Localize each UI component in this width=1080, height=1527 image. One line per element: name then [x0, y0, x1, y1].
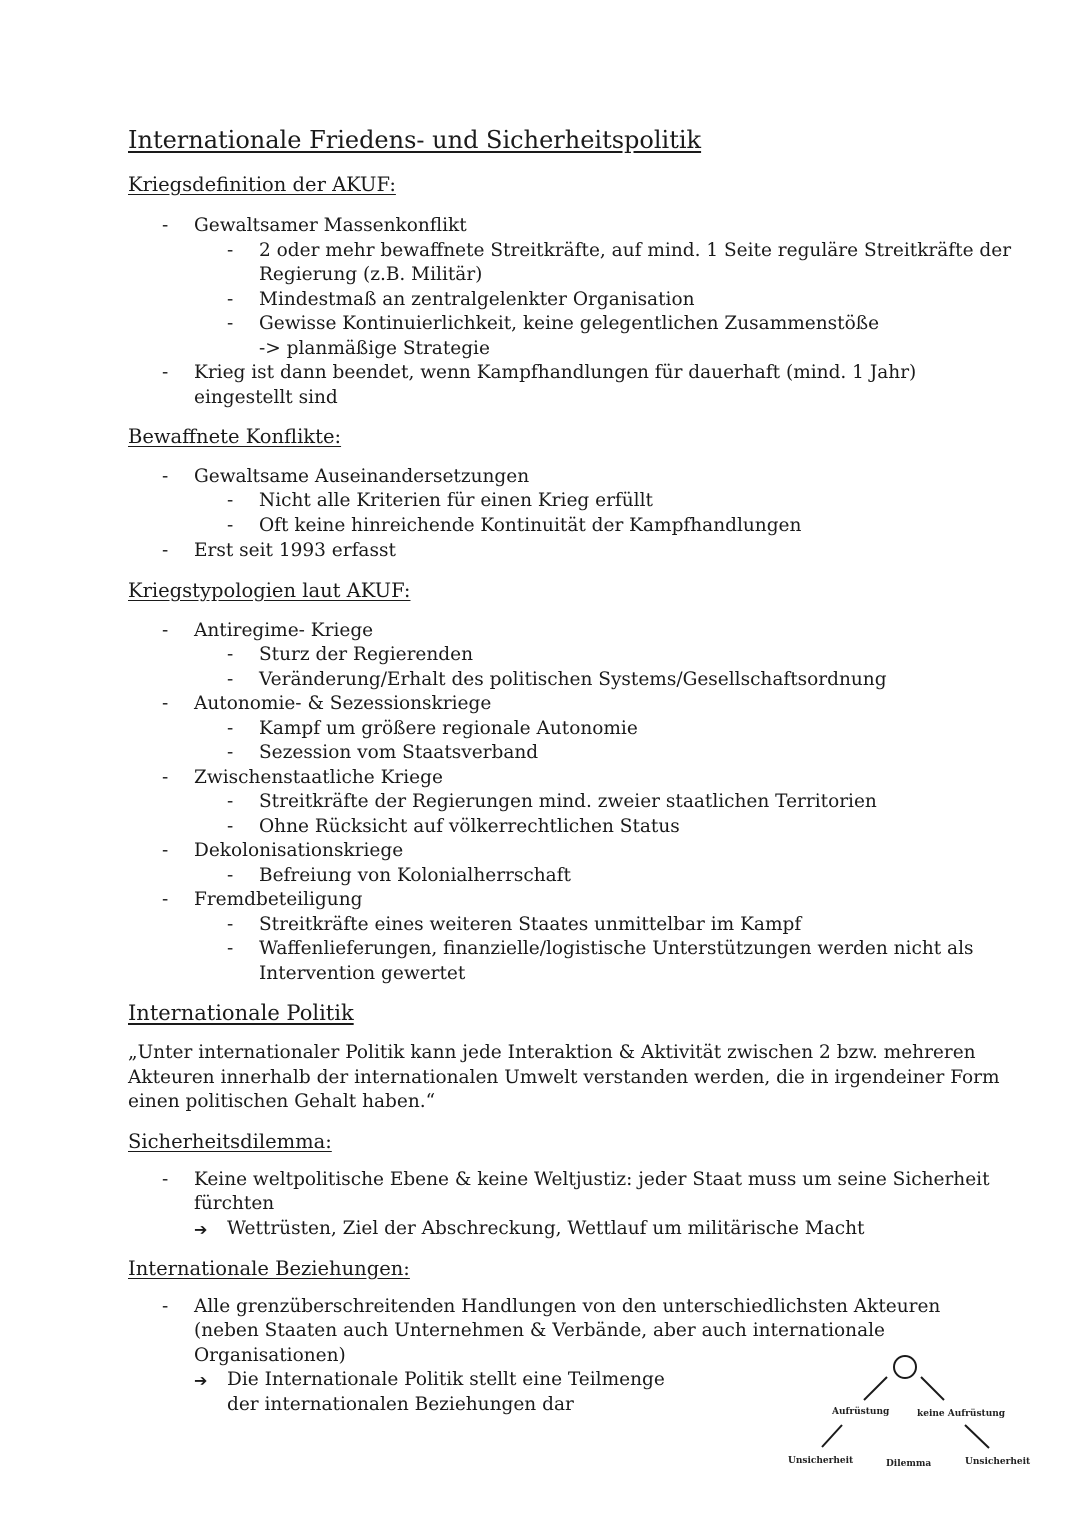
- bullet-dash: -: [162, 1169, 169, 1190]
- diagram-label-aufruestung: Aufrüstung: [832, 1407, 890, 1417]
- bullet-dash: -: [227, 938, 234, 959]
- list-item: Fremdbeteiligung: [194, 889, 363, 910]
- sub-list-item: 2 oder mehr bewaffnete Streitkräfte, auf mind. 1 Seite reguläre Streitkräfte der: [259, 240, 1012, 261]
- list-item: Zwischenstaatliche Kriege: [194, 767, 443, 788]
- bullet-dash: -: [227, 240, 234, 261]
- actor-circle-icon: [894, 1356, 916, 1378]
- list-item: Krieg ist dann beendet, wenn Kampfhandlungen für dauerhaft (mind. 1 Jahr): [194, 362, 917, 383]
- sub-list-item: Streitkräfte eines weiteren Staates unmittelbar im Kampf: [259, 914, 802, 935]
- branch-line: [864, 1377, 887, 1400]
- heading-internationale-politik: Internationale Politik: [128, 1001, 354, 1025]
- bullet-dash: -: [227, 914, 234, 935]
- sub-list-item: Gewisse Kontinuierlichkeit, keine gelegentlichen Zusammenstöße: [259, 313, 880, 334]
- bullet-dash: -: [162, 620, 169, 641]
- sub-list-item-cont: Regierung (z.B. Militär): [259, 264, 483, 285]
- sub-list-item: Befreiung von Kolonialherrschaft: [259, 865, 571, 886]
- bullet-dash: -: [162, 767, 169, 788]
- quote-line: „Unter internationaler Politik kann jede Interaktion & Aktivität zwischen 2 bzw. mehreren: [128, 1042, 976, 1063]
- sub-list-item: Waffenlieferungen, finanzielle/logistische Unterstützungen werden nicht als: [259, 938, 974, 959]
- list-item: Keine weltpolitische Ebene & keine Weltjustiz: jeder Staat muss um seine Sicherheit: [194, 1169, 990, 1190]
- sub-list-item: Oft keine hinreichende Kontinuität der Kampfhandlungen: [259, 515, 802, 536]
- page-title: Internationale Friedens- und Sicherheitspolitik: [128, 126, 702, 154]
- sub-list-item: Nicht alle Kriterien für einen Krieg erfüllt: [259, 490, 653, 511]
- list-item: Autonomie- & Sezessionskriege: [194, 693, 492, 714]
- sub-list-item: Mindestmaß an zentralgelenkter Organisation: [259, 289, 695, 310]
- arrow-right-icon: ➔: [194, 1220, 208, 1239]
- diagram-label-unsicherheit-right: Unsicherheit: [965, 1457, 1031, 1467]
- bullet-dash: -: [162, 840, 169, 861]
- sub-list-item: Streitkräfte der Regierungen mind. zweier staatlichen Territorien: [259, 791, 877, 812]
- bullet-dash: -: [162, 540, 169, 561]
- arrow-text: Wettrüsten, Ziel der Abschreckung, Wettlauf um militärische Macht: [227, 1218, 865, 1239]
- bullet-dash: -: [162, 1296, 169, 1317]
- sub-list-item: Kampf um größere regionale Autonomie: [259, 718, 638, 739]
- list-item: Erst seit 1993 erfasst: [194, 540, 396, 561]
- bullet-dash: -: [162, 889, 169, 910]
- bullet-dash: -: [162, 693, 169, 714]
- diagram-label-unsicherheit-left: Unsicherheit: [788, 1456, 854, 1466]
- bullet-dash: -: [162, 362, 169, 383]
- diagram-label-keine-aufruestung: keine Aufrüstung: [917, 1409, 1006, 1419]
- bullet-dash: -: [162, 215, 169, 236]
- sub-list-item-cont: Intervention gewertet: [259, 963, 466, 984]
- list-item-cont: fürchten: [194, 1193, 275, 1214]
- list-item: Gewaltsamer Massenkonflikt: [194, 215, 467, 236]
- arrow-right-icon: ➔: [194, 1371, 208, 1390]
- heading-internationale-beziehungen: Internationale Beziehungen:: [128, 1257, 410, 1280]
- list-item: Dekolonisationskriege: [194, 840, 404, 861]
- branch-line: [965, 1425, 989, 1448]
- bullet-dash: -: [162, 466, 169, 487]
- heading-kriegstypologien: Kriegstypologien laut AKUF:: [128, 579, 411, 602]
- bullet-dash: -: [227, 816, 234, 837]
- list-item: Alle grenzüberschreitenden Handlungen von den unterschiedlichsten Akteuren: [194, 1296, 941, 1317]
- bullet-dash: -: [227, 742, 234, 763]
- bullet-dash: -: [227, 669, 234, 690]
- sub-list-item: Veränderung/Erhalt des politischen Systems/Gesellschaftsordnung: [259, 669, 887, 690]
- bullet-dash: -: [227, 490, 234, 511]
- bullet-dash: -: [227, 515, 234, 536]
- quote-line: einen politischen Gehalt haben.“: [128, 1091, 436, 1112]
- branch-line: [921, 1377, 944, 1400]
- diagram-label-dilemma: Dilemma: [886, 1459, 932, 1469]
- list-item: Antiregime- Kriege: [194, 620, 374, 641]
- arrow-text-cont: der internationalen Beziehungen dar: [227, 1394, 574, 1415]
- heading-bewaffnete-konflikte: Bewaffnete Konflikte:: [128, 425, 342, 448]
- branch-line: [822, 1425, 842, 1447]
- security-dilemma-diagram: [780, 1350, 1040, 1480]
- sub-list-item: Sezession vom Staatsverband: [259, 742, 539, 763]
- bullet-dash: -: [227, 313, 234, 334]
- list-item-cont: Organisationen): [194, 1345, 346, 1366]
- bullet-dash: -: [227, 644, 234, 665]
- bullet-dash: -: [227, 289, 234, 310]
- list-item-cont: (neben Staaten auch Unternehmen & Verbände, aber auch internationale: [194, 1320, 885, 1341]
- quote-line: Akteuren innerhalb der internationalen Umwelt verstanden werden, die in irgendeiner Form: [128, 1067, 1000, 1088]
- heading-kriegsdefinition: Kriegsdefinition der AKUF:: [128, 173, 396, 196]
- sub-list-item: Ohne Rücksicht auf völkerrechtlichen Status: [259, 816, 680, 837]
- bullet-dash: -: [227, 791, 234, 812]
- list-item-cont: eingestellt sind: [194, 387, 338, 408]
- heading-sicherheitsdilemma: Sicherheitsdilemma:: [128, 1130, 332, 1153]
- list-item: Gewaltsame Auseinandersetzungen: [194, 466, 530, 487]
- sub-list-item: Sturz der Regierenden: [259, 644, 474, 665]
- sub-list-item-cont: -> planmäßige Strategie: [259, 338, 490, 359]
- bullet-dash: -: [227, 718, 234, 739]
- bullet-dash: -: [227, 865, 234, 886]
- arrow-text: Die Internationale Politik stellt eine Teilmenge: [227, 1369, 665, 1390]
